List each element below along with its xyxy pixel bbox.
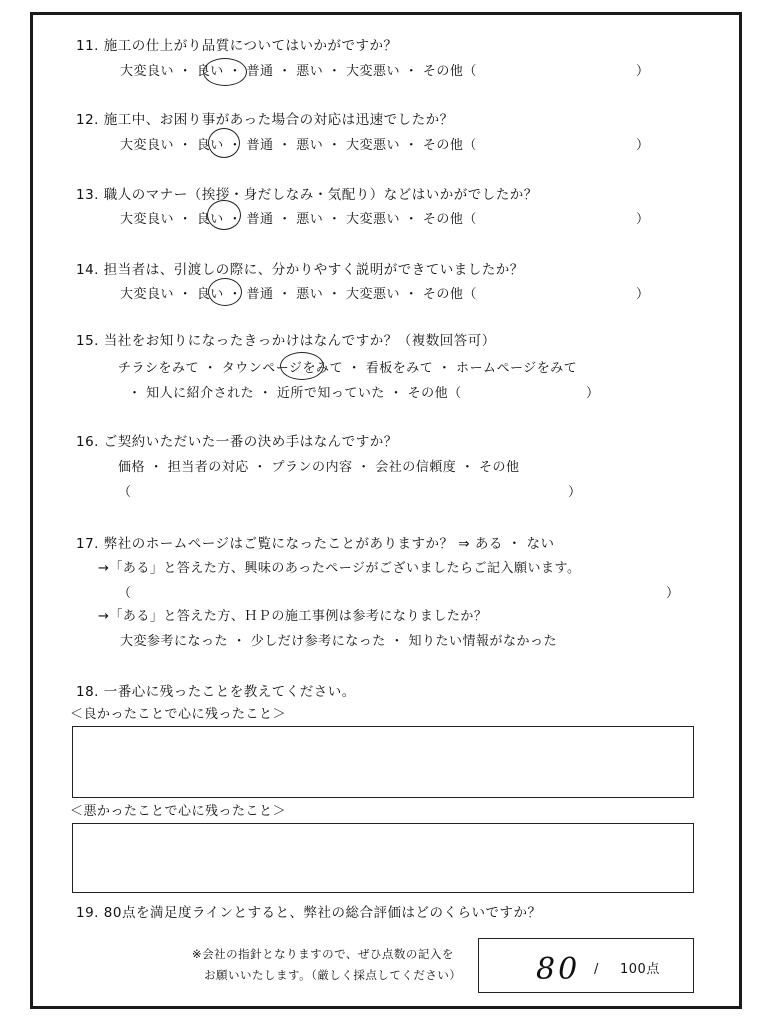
q13-answer-circle	[207, 200, 241, 230]
q19-slash: /	[594, 962, 599, 977]
q19-score-box[interactable]	[478, 938, 694, 993]
q12-close: ）	[636, 138, 650, 153]
q18-bad-label: ＜悪かったことで心に残ったこと＞	[70, 804, 287, 819]
q12-question: 12. 施工中、お困り事があった場合の対応は迅速でしたか？	[76, 112, 454, 128]
q18-good-label: ＜良かったことで心に残ったこと＞	[70, 707, 287, 722]
q15-close: ）	[586, 386, 600, 401]
q17-open: （	[118, 586, 132, 601]
q14-question: 14. 担当者は、引渡しの際に、分かりやすく説明ができていましたか？	[76, 262, 524, 278]
q14-answer-circle	[208, 278, 242, 306]
q16-open: （	[118, 485, 132, 500]
q11-close: ）	[636, 64, 650, 79]
q17-close: ）	[666, 586, 680, 601]
q17-sub1: →「ある」と答えた方、興味のあったページがございましたらご記入願います。	[98, 561, 581, 576]
q16-close: ）	[568, 485, 582, 500]
q15-options-line2: ・ 知人に紹介された ・ 近所で知っていた ・ その他（	[128, 386, 462, 401]
q13-options: 大変良い ・ 良い ・ 普通 ・ 悪い ・ 大変悪い ・ その他（	[120, 212, 477, 227]
q13-close: ）	[636, 212, 650, 227]
q15-question: 15. 当社をお知りになったきっかけはなんですか？（複数回答可）	[76, 333, 496, 349]
q19-score-handwritten: 80	[536, 952, 581, 987]
q19-note-line2: お願いいたします。（厳しく採点してください）	[204, 968, 462, 982]
q13-question: 13. 職人のマナー（挨拶・身だしなみ・気配り）などはいかがでしたか？	[76, 187, 538, 203]
q14-options: 大変良い ・ 良い ・ 普通 ・ 悪い ・ 大変悪い ・ その他（	[120, 287, 477, 302]
q17-question: 17. 弊社のホームページはご覧になったことがありますか？ ⇒ ある ・ ない	[76, 536, 555, 552]
q18-bad-answer-box[interactable]	[72, 823, 694, 893]
q18-good-answer-box[interactable]	[72, 726, 694, 798]
q16-options: 価格 ・ 担当者の対応 ・ プランの内容 ・ 会社の信頼度 ・ その他	[118, 460, 520, 475]
q15-options-line1: チラシをみて ・ タウンページをみて ・ 看板をみて ・ ホームページをみて	[118, 361, 578, 376]
q18-question: 18. 一番心に残ったことを教えてください。	[76, 684, 356, 700]
q16-question: 16. ご契約いただいた一番の決め手はなんですか？	[76, 434, 398, 450]
q11-answer-circle	[203, 58, 247, 86]
q19-question: 19. 80点を満足度ラインとすると、弊社の総合評価はどのくらいですか？	[76, 905, 542, 921]
q12-options: 大変良い ・ 良い ・ 普通 ・ 悪い ・ 大変悪い ・ その他（	[120, 138, 477, 153]
q19-max-score: 100点	[620, 962, 660, 977]
q12-answer-circle	[208, 128, 240, 158]
q11-question: 11. 施工の仕上がり品質についてはいかがですか？	[76, 38, 398, 54]
q19-note-line1: ※会社の指針となりますので、ぜひ点数の記入を	[192, 947, 454, 961]
q17-options: 大変参考になった ・ 少しだけ参考になった ・ 知りたい情報がなかった	[120, 634, 558, 649]
q11-options: 大変良い ・ 良い ・ 普通 ・ 悪い ・ 大変悪い ・ その他（	[120, 64, 477, 79]
q14-close: ）	[636, 287, 650, 302]
q15-answer-circle	[280, 352, 324, 380]
q17-sub2: →「ある」と答えた方、ＨＰの施工事例は参考になりましたか？	[98, 609, 488, 624]
